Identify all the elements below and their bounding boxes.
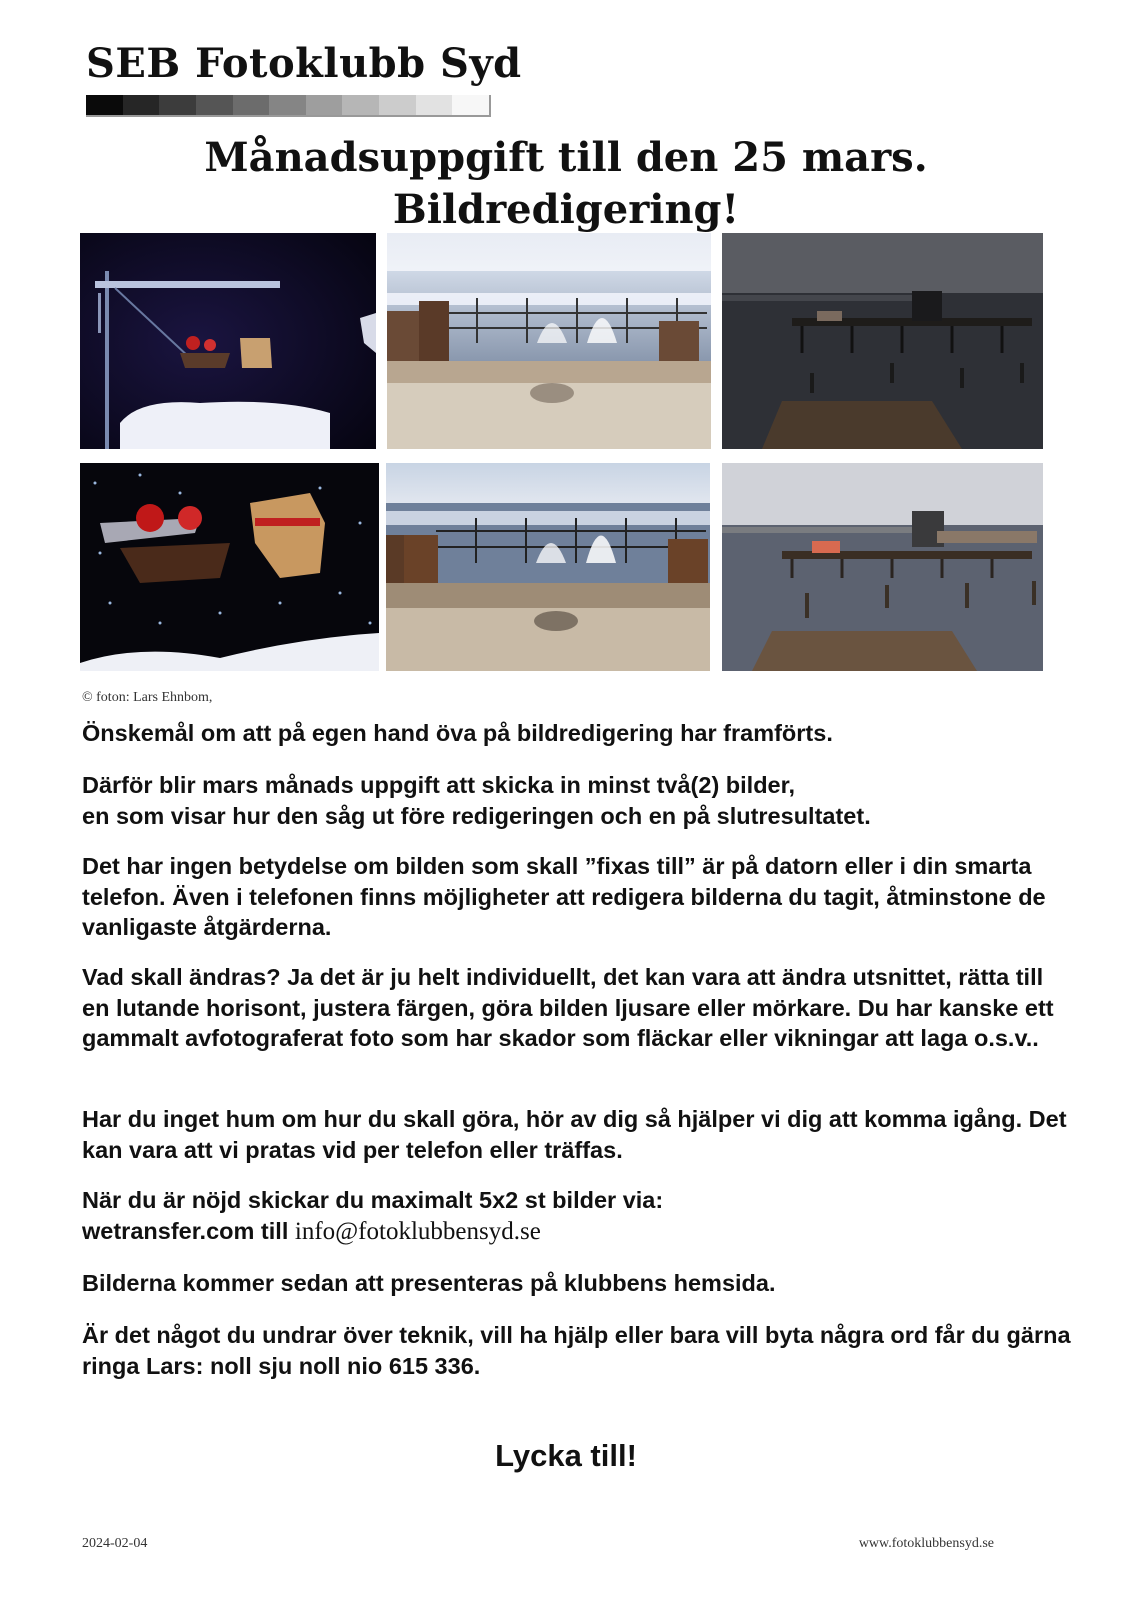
email-link[interactable]: info@fotoklubbensyd.se	[294, 1217, 541, 1245]
grayscale-step	[379, 95, 416, 115]
page-title	[0, 132, 1132, 236]
paragraph-contact: Är det något du undrar över teknik, vill ha hjälp eller bara vill byta några ord får du gärna ringa Lars: noll sju noll nio 615 336.	[82, 1322, 1071, 1379]
footer-website[interactable]: www.fotoklubbensyd.se	[858, 1536, 994, 1551]
paragraph-presentation: Bilderna kommer sedan att presenteras på klubbens hemsida.	[82, 1270, 776, 1296]
paragraph-task-line-2: en som visar hur den såg ut före redigeringen och en på slutresultatet.	[82, 802, 871, 829]
title-line-1: Månadsuppgift till den 25 mars.	[204, 134, 928, 181]
brand-title: SEB Fotoklubb Syd	[86, 40, 522, 87]
grayscale-bar	[86, 95, 491, 117]
photo-seawall-after	[386, 463, 710, 671]
grayscale-step	[233, 95, 270, 115]
paragraph-task	[82, 770, 1072, 831]
photo-credit: © foton: Lars Ehnbom,	[82, 690, 213, 705]
photo-harbor-before	[722, 233, 1043, 449]
paragraph-submit-line-1: När du är nöjd skickar du maximalt 5x2 st bilder via:	[82, 1187, 664, 1213]
paragraph-help: Har du inget hum om hur du skall göra, hör av dig så hjälper vi dig att komma igång. Det kan vara att vi pratas vid per telefon eller träffas.	[82, 1106, 1067, 1163]
grayscale-step	[196, 95, 233, 115]
closing-greeting: Lycka till!	[495, 1438, 637, 1473]
photo-harbor-after	[722, 463, 1043, 671]
paragraph-submit-line-2: wetransfer.com till	[82, 1217, 289, 1244]
paragraph-submit	[82, 1185, 1072, 1247]
paragraph-wish: Önskemål om att på egen hand öva på bildredigering har framförts.	[82, 720, 833, 746]
grayscale-step	[452, 95, 489, 115]
paragraph-what-to-change: Vad skall ändras? Ja det är ju helt individuellt, det kan vara att ändra utsnittet, rätta till en lutande horisont, justera färgen, göra bilden ljusare eller mörkare. Du har kanske ett gammalt avfotograferat foto som har skador som fläckar eller vikningar att laga o.s.v..	[82, 964, 1054, 1051]
photo-seawall-before	[387, 233, 711, 449]
title-line-2: Bildredigering!	[392, 186, 740, 233]
grayscale-step	[123, 95, 160, 115]
grayscale-step	[86, 95, 123, 115]
footer-date: 2024-02-04	[82, 1536, 148, 1551]
grayscale-step	[159, 95, 196, 115]
grayscale-step	[416, 95, 453, 115]
paragraph-device: Det har ingen betydelse om bilden som skall ”fixas till” är på datorn eller i din smarta telefon. Även i telefonen finns möjligheter att redigera bilderna du tagit, åtminstone de vanligaste åtgärderna.	[82, 853, 1046, 940]
grayscale-step	[269, 95, 306, 115]
photo-santa-sleigh-before	[80, 233, 376, 449]
grayscale-step	[306, 95, 343, 115]
paragraph-task-line-1: Därför blir mars månads uppgift att skicka in minst två(2) bilder,	[82, 772, 796, 798]
grayscale-step	[342, 95, 379, 115]
photo-santa-sleigh-after	[80, 463, 379, 671]
